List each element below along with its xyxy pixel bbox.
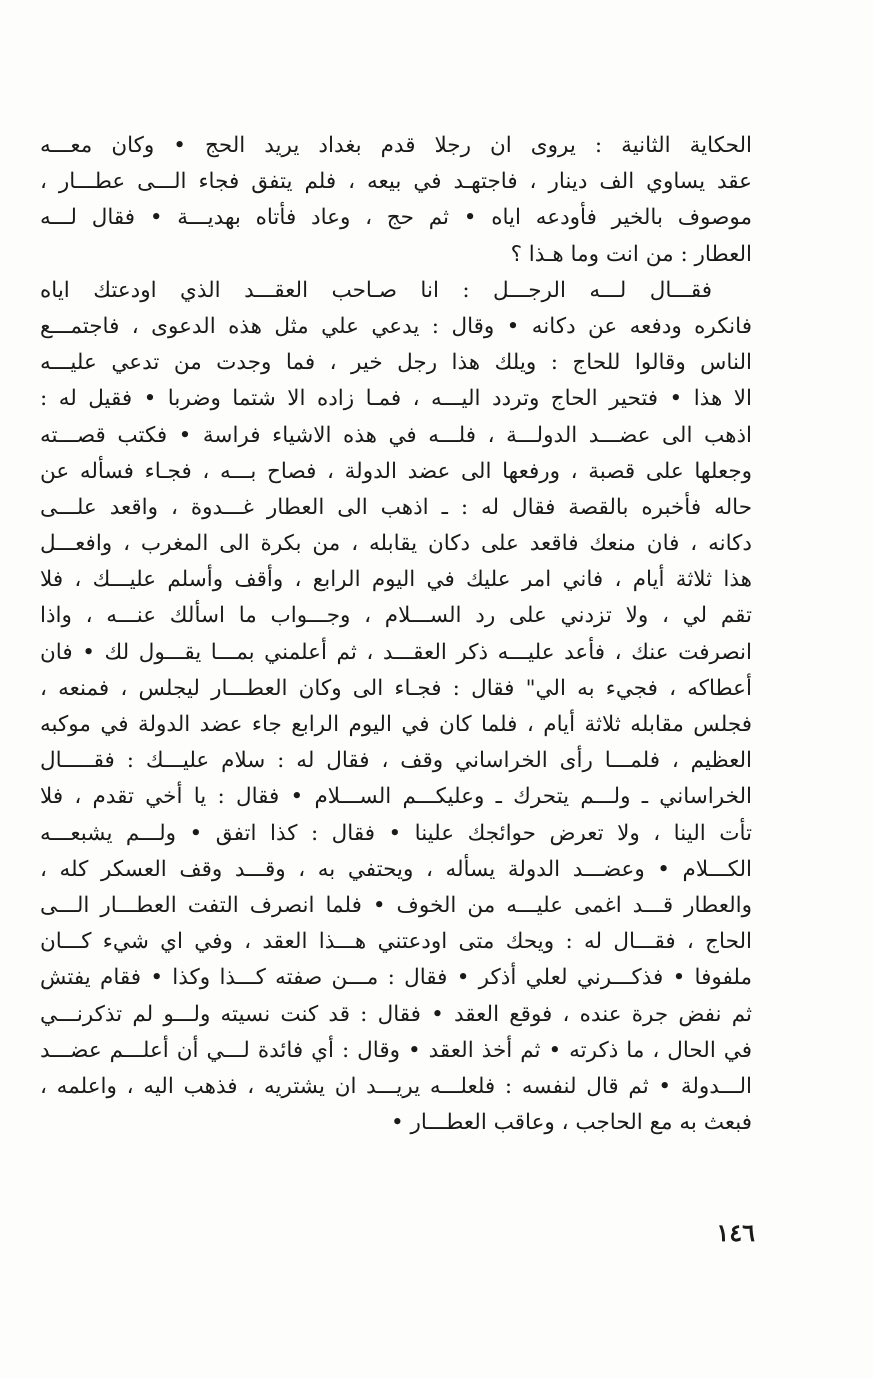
text-line: عقد يساوي الف دينار ، فاجتهـد في بيعه ، فلم يتفق فجاء الـــى عطـــار ، — [40, 169, 752, 195]
body-text — [40, 128, 752, 1141]
text-line: تقم لي ، ولا تزدني على رد الســـلام ، وجـــواب ما اسألك عنـــه ، واذا — [40, 603, 752, 629]
text-line: موصوف بالخير فأودعه اياه • ثم حج ، وعاد فأتاه بهديـــة • فقال لـــه — [40, 205, 752, 231]
text-line: فجلس مقابله ثلاثة أيام ، فلما كان في اليوم الرابع جاء عضد الدولة في موكبه — [40, 712, 752, 737]
text-line: دكانه ، فان منعك فاقعد على دكان يقابله ، من بكرة الى المغرب ، وافعـــل — [40, 531, 752, 557]
text-line: الكـــلام • وعضـــد الدولة يسأله ، ويحتفي به ، وقـــد وقف العسكر كله ، — [40, 856, 752, 882]
text-line: الناس وقالوا للحاج : ويلك هذا رجل خير ، فما وجدت من تدعي عليـــه — [40, 350, 752, 376]
text-line: الخراساني ـ ولـــم يتحرك ـ وعليكـــم الســـلام • فقال : يا أخي تقدم ، فلا — [40, 784, 752, 810]
text-line: ملفوفا • فذكـــرني لعلي أذكر • فقال : مـــن صفته كـــذا وكذا • فقام يفتش — [40, 965, 752, 991]
text-line: حاله فأخبره بالقصة فقال له : ـ اذهب الى العطار غـــدوة ، واقعد علـــى — [40, 494, 752, 520]
text-line: انصرفت عنك ، فأعد عليـــه ذكر العقـــد ، ثم أعلمني بمـــا يقـــول لك • فان — [40, 639, 752, 665]
text-line: العظيم ، فلمـــا رأى الخراساني وقف ، فقال له : سلام عليـــك : فقـــــال — [40, 748, 752, 774]
text-line: العطار : من انت وما هـذا ؟ — [510, 241, 752, 267]
text-line: هذا ثلاثة أيام ، فاني امر عليك في اليوم الرابع ، وأقف وأسلم عليـــك ، فلا — [40, 567, 752, 593]
text-line: الحكاية الثانية : يروى ان رجلا قدم بغداد يريد الحج • وكان معـــه — [40, 133, 752, 158]
text-line: والعطار قـــد اغمى عليـــه من الخوف • فلما انصرف التفت العطـــار الـــى — [40, 892, 752, 918]
text-line: فبعث به مع الحاجب ، وعاقب العطـــار • — [390, 1110, 752, 1136]
page-number: ١٤٦ — [716, 1218, 755, 1247]
text-line: وجعلها على قصبة ، ورفعها الى عضد الدولة ، فصاح بـــه ، فجـاء فسأله عن — [40, 458, 752, 484]
text-line: ثم نفض جرة عنده ، فوقع العقد • فقال : قد كنت نسيته ولـــو لم تذكرنـــي — [40, 1001, 752, 1027]
text-line: اذهب الى عضـــد الدولـــة ، فلـــه في هذه الاشياء فراسة • فكتب قصـــته — [40, 422, 752, 448]
text-line: فقـــال لـــه الرجـــل : انا صـاحب العقـــد الذي اودعتك اياه — [40, 277, 712, 303]
text-line: تأت الينا ، ولا تعرض حوائجك علينا • فقال : كذا اتفق • ولـــم يشبعـــه — [40, 820, 752, 846]
text-line: فانكره ودفعه عن دكانه • وقال : يدعي علي مثل هذه الدعوى ، فاجتمـــع — [40, 313, 752, 339]
text-line: في الحال ، ما ذكرته • ثم أخذ العقد • وقال : أي فائدة لـــي أن أعلـــم عضـــد — [40, 1037, 752, 1063]
text-line: الـــدولة • ثم قال لنفسه : فلعلـــه يريـــد ان يشتريه ، فذهب اليه ، واعلمه ، — [40, 1073, 752, 1099]
text-line: أعطاكه ، فجيء به الي" فقال : فجـاء الى وكان العطـــار ليجلس ، فمنعه ، — [40, 675, 752, 701]
text-line: الا هذا • فتحير الحاج وتردد اليـــه ، فمـا زاده الا شتما وضربا • فقيل له : — [40, 386, 752, 412]
text-line: الحاج ، فقـــال له : ويحك متى اودعتني هـــذا العقد ، وفي اي شيء كـــان — [40, 929, 752, 955]
